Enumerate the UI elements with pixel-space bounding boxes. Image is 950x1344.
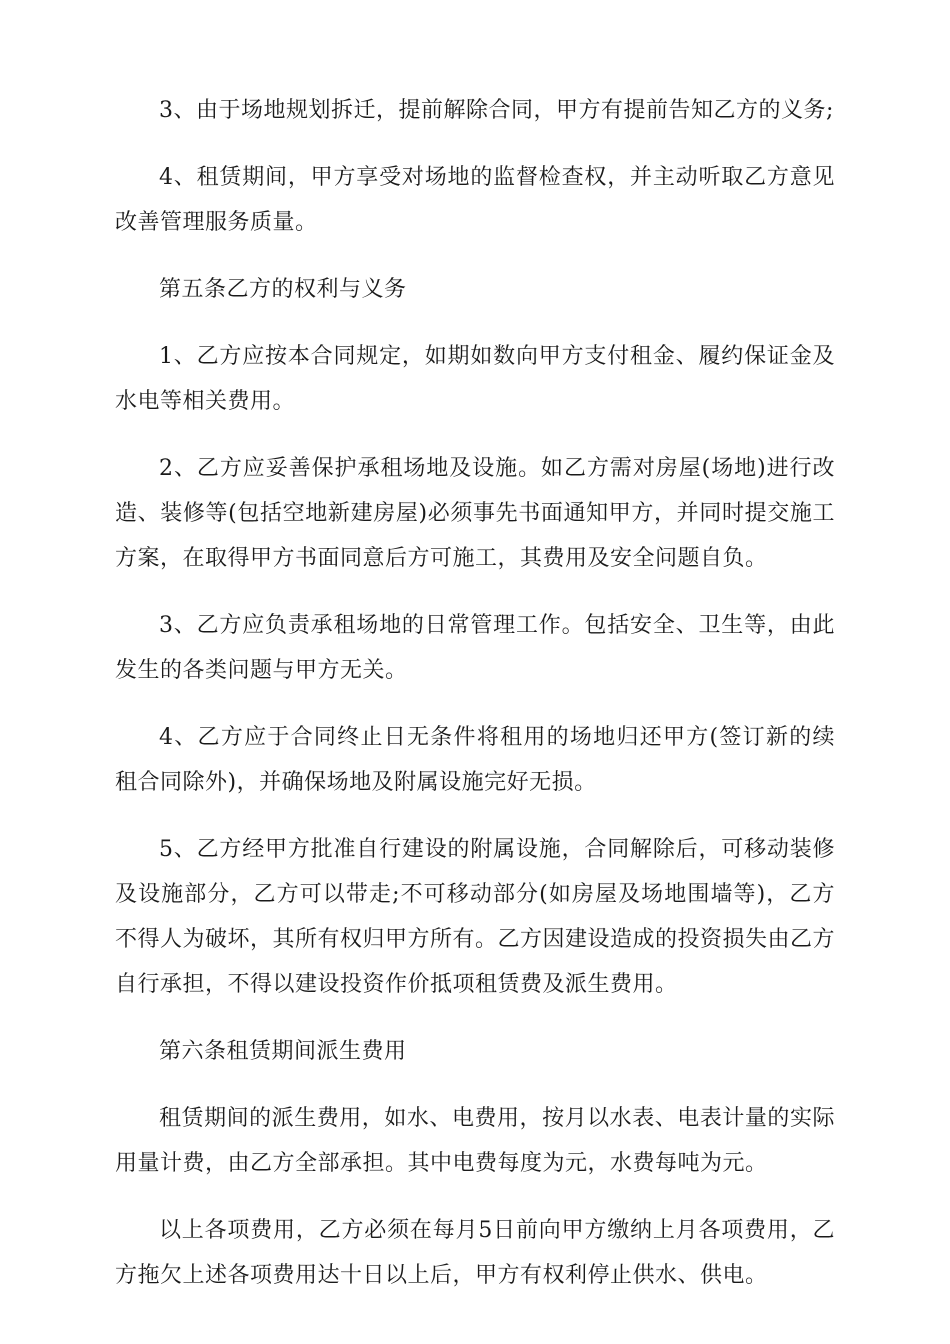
clause-5-2-paragraph: 2、乙方应妥善保护承租场地及设施。如乙方需对房屋(场地)进行改造、装修等(包括空地新建房屋)必须事先书面通知甲方，并同时提交施工方案，在取得甲方书面同意后方可施工，其费用及安全问题自负。 bbox=[115, 456, 835, 571]
clause-5-1-paragraph: 1、乙方应按本合同规定，如期如数向甲方支付租金、履约保证金及水电等相关费用。 bbox=[115, 344, 835, 414]
utility-fees-paragraph: 租赁期间的派生费用，如水、电费用，按月以水表、电表计量的实际用量计费，由乙方全部承担。其中电费每度为元，水费每吨为元。 bbox=[115, 1106, 835, 1176]
document-body bbox=[115, 88, 835, 1320]
clause-5-3-paragraph: 3、乙方应负责承租场地的日常管理工作。包括安全、卫生等，由此发生的各类问题与甲方无关。 bbox=[115, 613, 835, 683]
payment-deadline-paragraph: 以上各项费用，乙方必须在每月5日前向甲方缴纳上月各项费用，乙方拖欠上述各项费用达十日以上后，甲方有权利停止供水、供电。 bbox=[115, 1218, 835, 1288]
article-5-heading: 第五条乙方的权利与义务 bbox=[159, 277, 407, 302]
clause-4-3-paragraph: 3、由于场地规划拆迁，提前解除合同，甲方有提前告知乙方的义务; bbox=[159, 98, 834, 123]
clause-5-5-paragraph: 5、乙方经甲方批准自行建设的附属设施，合同解除后，可移动装修及设施部分，乙方可以带走;不可移动部分(如房屋及场地围墙等)，乙方不得人为破坏，其所有权归甲方所有。乙方因建设造成的投资损失由乙方自行承担，不得以建设投资作价抵项租赁费及派生费用。 bbox=[115, 837, 836, 997]
clause-5-4-paragraph: 4、乙方应于合同终止日无条件将租用的场地归还甲方(签订新的续租合同除外)，并确保场地及附属设施完好无损。 bbox=[115, 725, 835, 795]
article-6-heading: 第六条租赁期间派生费用 bbox=[159, 1039, 407, 1064]
clause-4-4-paragraph: 4、租赁期间，甲方享受对场地的监督检查权，并主动听取乙方意见改善管理服务质量。 bbox=[115, 165, 835, 235]
